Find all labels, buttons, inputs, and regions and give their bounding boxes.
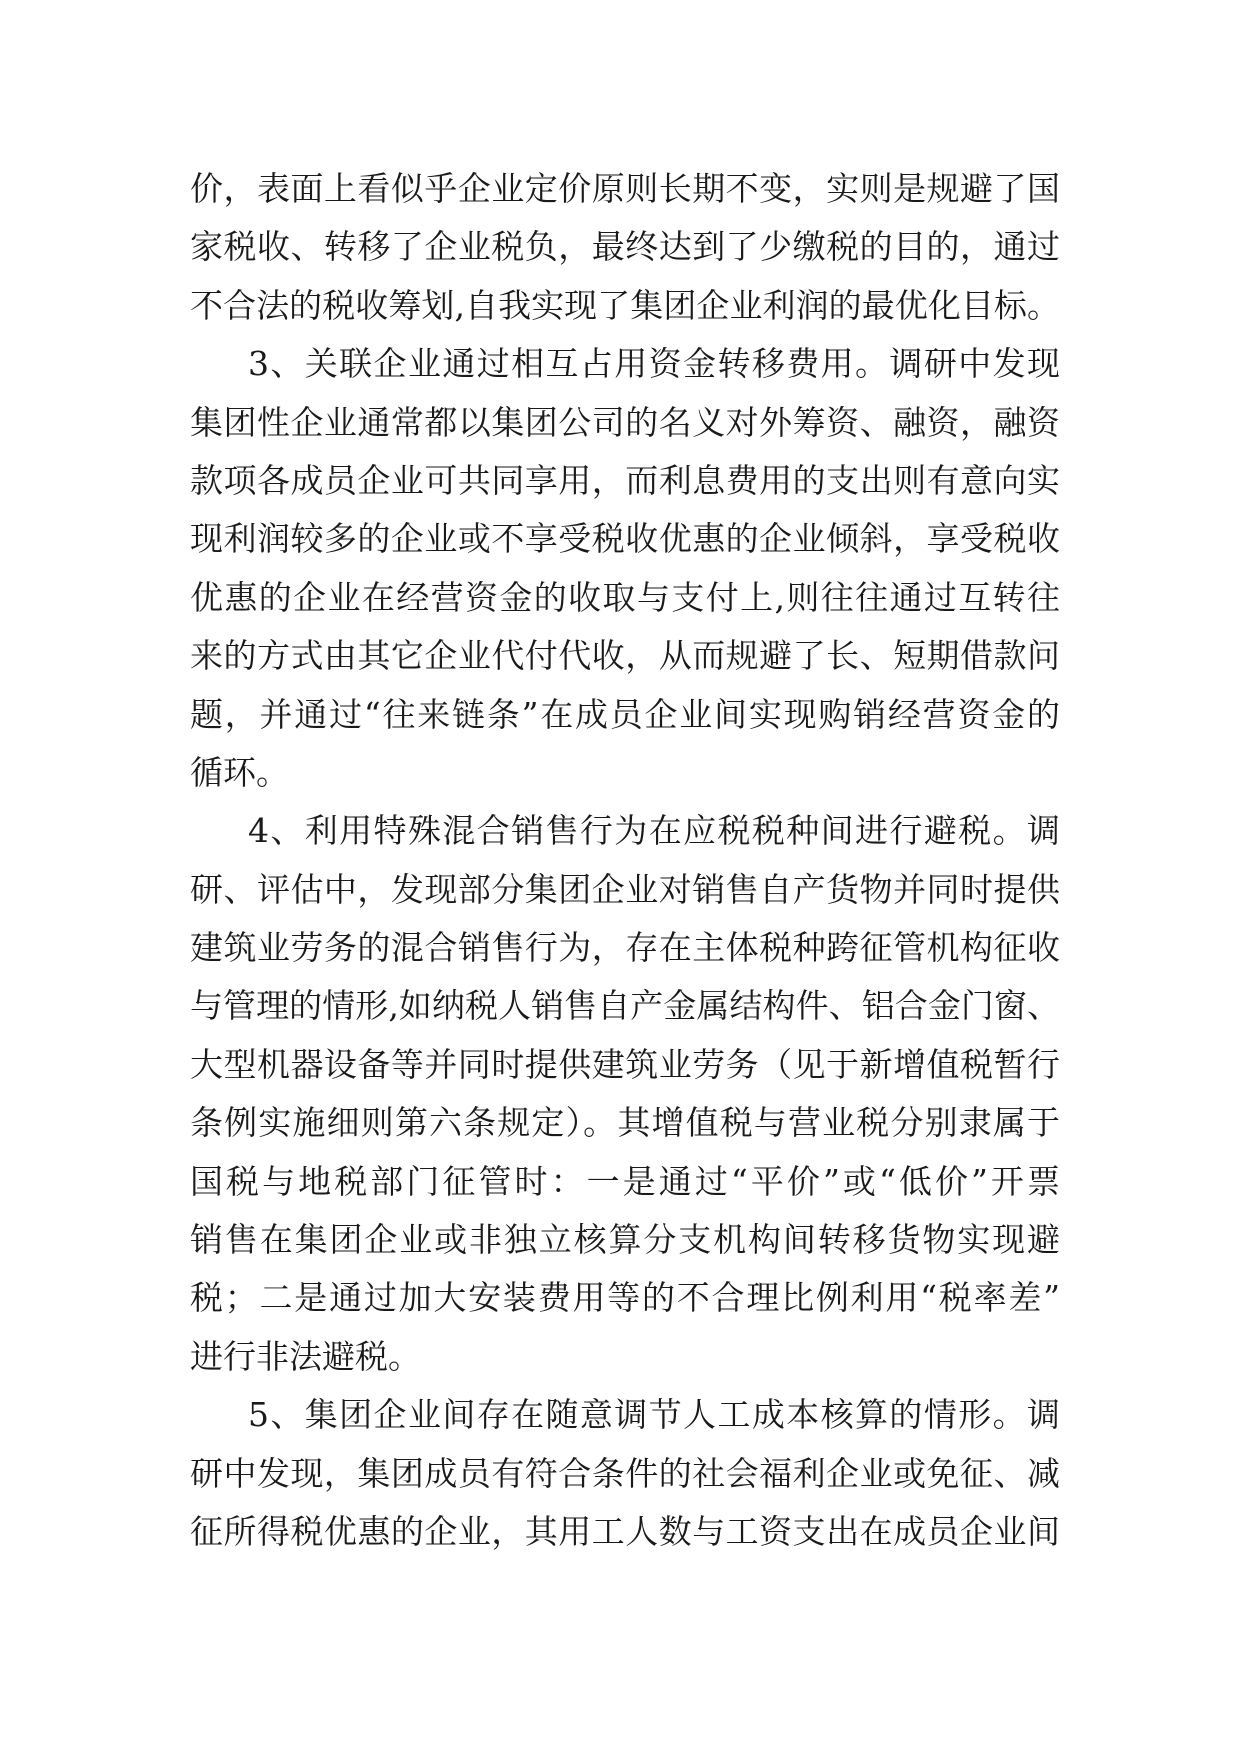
text-line: 不合法的税收筹划,自我实现了集团企业利润的最优化目标。	[190, 285, 1060, 325]
text-line: 款项各成员企业可共同享用，而利息费用的支出则有意向实	[190, 460, 1060, 500]
text-line: 现利润较多的企业或不享受税收优惠的企业倾斜，享受税收	[190, 519, 1060, 559]
text-line: 题，并通过“往来链条”在成员企业间实现购销经营资金的	[190, 694, 1060, 734]
text-line: 研中发现，集团成员有符合条件的社会福利企业或免征、减	[190, 1453, 1060, 1493]
text-line: 国税与地税部门征管时：一是通过“平价”或“低价”开票	[190, 1161, 1060, 1201]
text-line: 4、利用特殊混合销售行为在应税税种间进行避税。调	[248, 811, 1060, 851]
text-line: 家税收、转移了企业税负，最终达到了少缴税的目的，通过	[190, 227, 1060, 267]
text-line: 大型机器设备等并同时提供建筑业劳务（见于新增值税暂行	[190, 1044, 1060, 1084]
text-line: 销售在集团企业或非独立核算分支机构间转移货物实现避	[190, 1220, 1060, 1260]
text-line: 税；二是通过加大安装费用等的不合理比例利用“税率差”	[190, 1278, 1060, 1318]
text-line: 进行非法避税。	[190, 1336, 421, 1376]
text-line: 价，表面上看似乎企业定价原则长期不变，实则是规避了国	[190, 169, 1060, 208]
text-line: 集团性企业通常都以集团公司的名义对外筹资、融资，融资	[190, 402, 1060, 442]
text-line: 建筑业劳务的混合销售行为，存在主体税种跨征管机构征收	[190, 928, 1060, 968]
text-line: 条例实施细则第六条规定）。其增值税与营业税分别隶属于	[190, 1103, 1060, 1143]
text-line: 来的方式由其它企业代付代收，从而规避了长、短期借款问	[190, 636, 1060, 676]
text-line: 优惠的企业在经营资金的收取与支付上,则往往通过互转往	[190, 577, 1060, 617]
body-text	[190, 160, 1060, 1561]
text-line: 5、集团企业间存在随意调节人工成本核算的情形。调	[248, 1395, 1060, 1435]
text-line: 3、关联企业通过相互占用资金转移费用。调研中发现	[248, 344, 1060, 384]
text-line: 征所得税优惠的企业，其用工人数与工资支出在成员企业间	[190, 1511, 1060, 1551]
text-line: 与管理的情形,如纳税人销售自产金属结构件、铝合金门窗、	[190, 986, 1060, 1026]
text-line: 研、评估中，发现部分集团企业对销售自产货物并同时提供	[190, 869, 1060, 909]
text-line: 循环。	[190, 752, 289, 792]
